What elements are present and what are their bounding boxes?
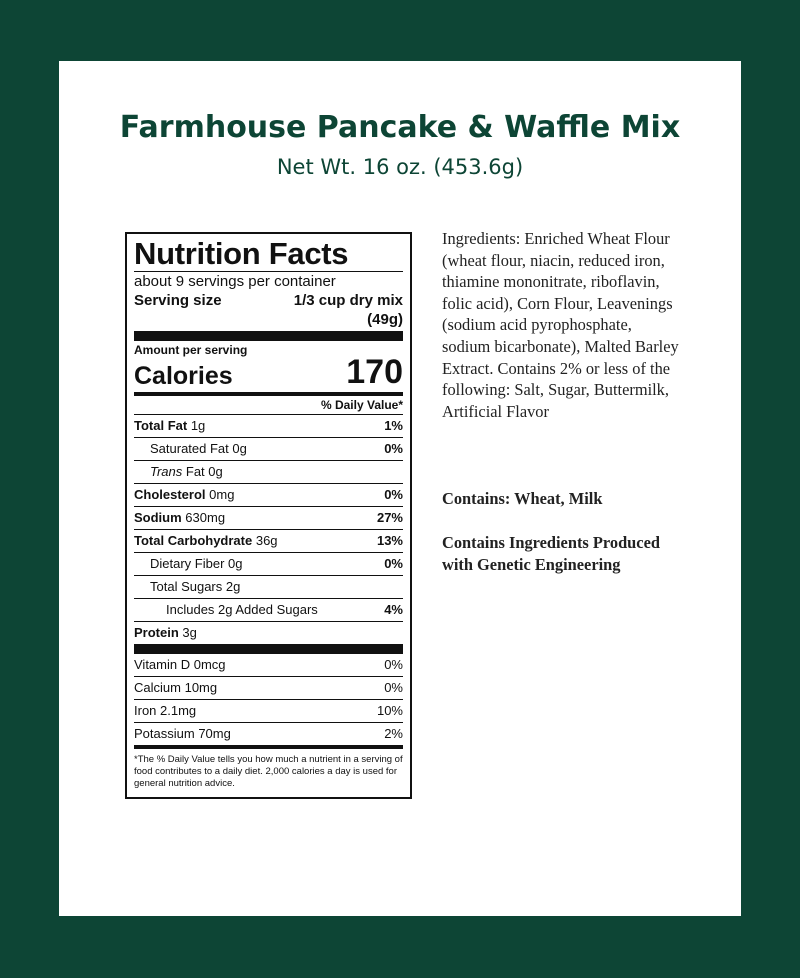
- nutrient-amount: 630mg: [185, 510, 226, 525]
- nutrient-name: Protein: [134, 625, 179, 640]
- nutrient-row-total-carbohydrate: [134, 529, 403, 552]
- nutrient-dv: 0%: [384, 441, 403, 456]
- servings-per-container: about 9 servings per container: [134, 273, 336, 290]
- vitamin-name: Potassium: [134, 726, 195, 741]
- nutrient-name: Dietary Fiber: [150, 556, 225, 571]
- nutrient-amount: 0g: [232, 441, 247, 456]
- nutrient-amount: 0mg: [209, 487, 235, 502]
- nutrient-row-added-sugars: [134, 598, 403, 621]
- nutrient-dv: 27%: [376, 510, 403, 525]
- nutrient-dv: 0%: [384, 487, 403, 502]
- divider-thick: [134, 644, 403, 654]
- vitamin-row-calcium: [134, 676, 403, 699]
- serving-size-label: Serving size: [134, 292, 222, 309]
- serving-size-row: [134, 291, 403, 310]
- divider-thick: [134, 331, 403, 341]
- calories-label: Calories: [134, 362, 233, 390]
- nutrient-row-protein: [134, 621, 403, 644]
- vitamin-name: Vitamin D: [134, 657, 191, 672]
- genetic-engineering-statement: Contains Ingredients Produced with Genetic Engineering: [442, 533, 660, 574]
- vitamin-name: Calcium: [134, 680, 181, 695]
- nutrient-name: Total Carbohydrate: [134, 533, 253, 548]
- nutrient-amount: 2g: [225, 579, 241, 594]
- amount-per-serving: Amount per serving: [134, 343, 248, 357]
- nutrient-row-trans-fat: [134, 460, 403, 483]
- product-title: Farmhouse Pancake & Waffle Mix: [119, 110, 681, 145]
- ingredients-list: Ingredients: Enriched Wheat Flour (wheat flour, niacin, reduced iron, thiamine mononitrate, riboflavin, folic acid), Corn Flour, Leavenings (sodium acid pyrophosphate, sodium bicarbonate), Malted Barley Extract. Contains 2% or less of the following: Salt, Sugar, Buttermilk, Artificial Flavor: [442, 229, 679, 421]
- vitamin-row-vitamin-d: [134, 654, 403, 676]
- nutrient-name: Includes 2g Added Sugars: [166, 602, 318, 617]
- nutrient-name: Sodium: [134, 510, 182, 525]
- vitamin-amount: 2.1mg: [160, 703, 197, 718]
- vitamin-row-potassium: [134, 722, 403, 745]
- calories-row: [134, 353, 403, 391]
- nutrient-amount: Fat 0g: [185, 464, 223, 479]
- nutrient-row-cholesterol: [134, 483, 403, 506]
- vitamin-dv: 0%: [384, 657, 403, 672]
- nutrient-name: Total Fat: [134, 418, 188, 433]
- net-weight: Net Wt. 16 oz. (453.6g): [276, 155, 524, 179]
- nutrition-facts-heading: Nutrition Facts: [134, 236, 349, 271]
- vitamin-dv: 0%: [384, 680, 403, 695]
- nutrient-name: Saturated Fat: [150, 441, 229, 456]
- nutrient-name: Trans: [150, 464, 183, 479]
- nutrient-row-dietary-fiber: [134, 552, 403, 575]
- vitamin-dv: 10%: [376, 703, 403, 718]
- daily-value-footnote: *The % Daily Value tells you how much a nutrient in a serving of food contributes to a daily diet. 2,000 calories a day is used for general nutrition advice.: [134, 754, 403, 789]
- nutrient-amount: 36g: [255, 533, 278, 548]
- nutrient-amount: 3g: [182, 625, 197, 640]
- nutrient-row-total-fat: [134, 414, 403, 437]
- vitamin-amount: 0mcg: [193, 657, 226, 672]
- vitamin-dv: 2%: [384, 726, 403, 741]
- divider: [134, 271, 403, 272]
- vitamin-amount: 70mg: [198, 726, 231, 741]
- vitamin-name: Iron: [134, 703, 157, 718]
- nutrition-facts-label: [125, 232, 412, 799]
- nutrient-dv: 13%: [376, 533, 403, 548]
- nutrient-dv: 0%: [384, 556, 403, 571]
- nutrient-row-total-sugars: [134, 575, 403, 598]
- vitamin-amount: 10mg: [184, 680, 218, 695]
- serving-size-weight: (49g): [367, 311, 403, 328]
- nutrient-row-sodium: [134, 506, 403, 529]
- nutrient-dv: 1%: [384, 418, 403, 433]
- nutrient-amount: 1g: [190, 418, 206, 433]
- vitamin-row-iron: [134, 699, 403, 722]
- serving-size-value: 1/3 cup dry mix: [293, 292, 403, 309]
- nutrient-row-saturated-fat: [134, 437, 403, 460]
- nutrient-name: Cholesterol: [134, 487, 206, 502]
- calories-value: 170: [346, 353, 403, 391]
- nutrient-amount: 0g: [228, 556, 243, 571]
- allergen-statement: Contains: Wheat, Milk: [442, 489, 603, 508]
- nutrient-dv: 4%: [384, 602, 403, 617]
- daily-value-header: % Daily Value*: [320, 398, 403, 412]
- nutrient-name: Total Sugars: [150, 579, 223, 594]
